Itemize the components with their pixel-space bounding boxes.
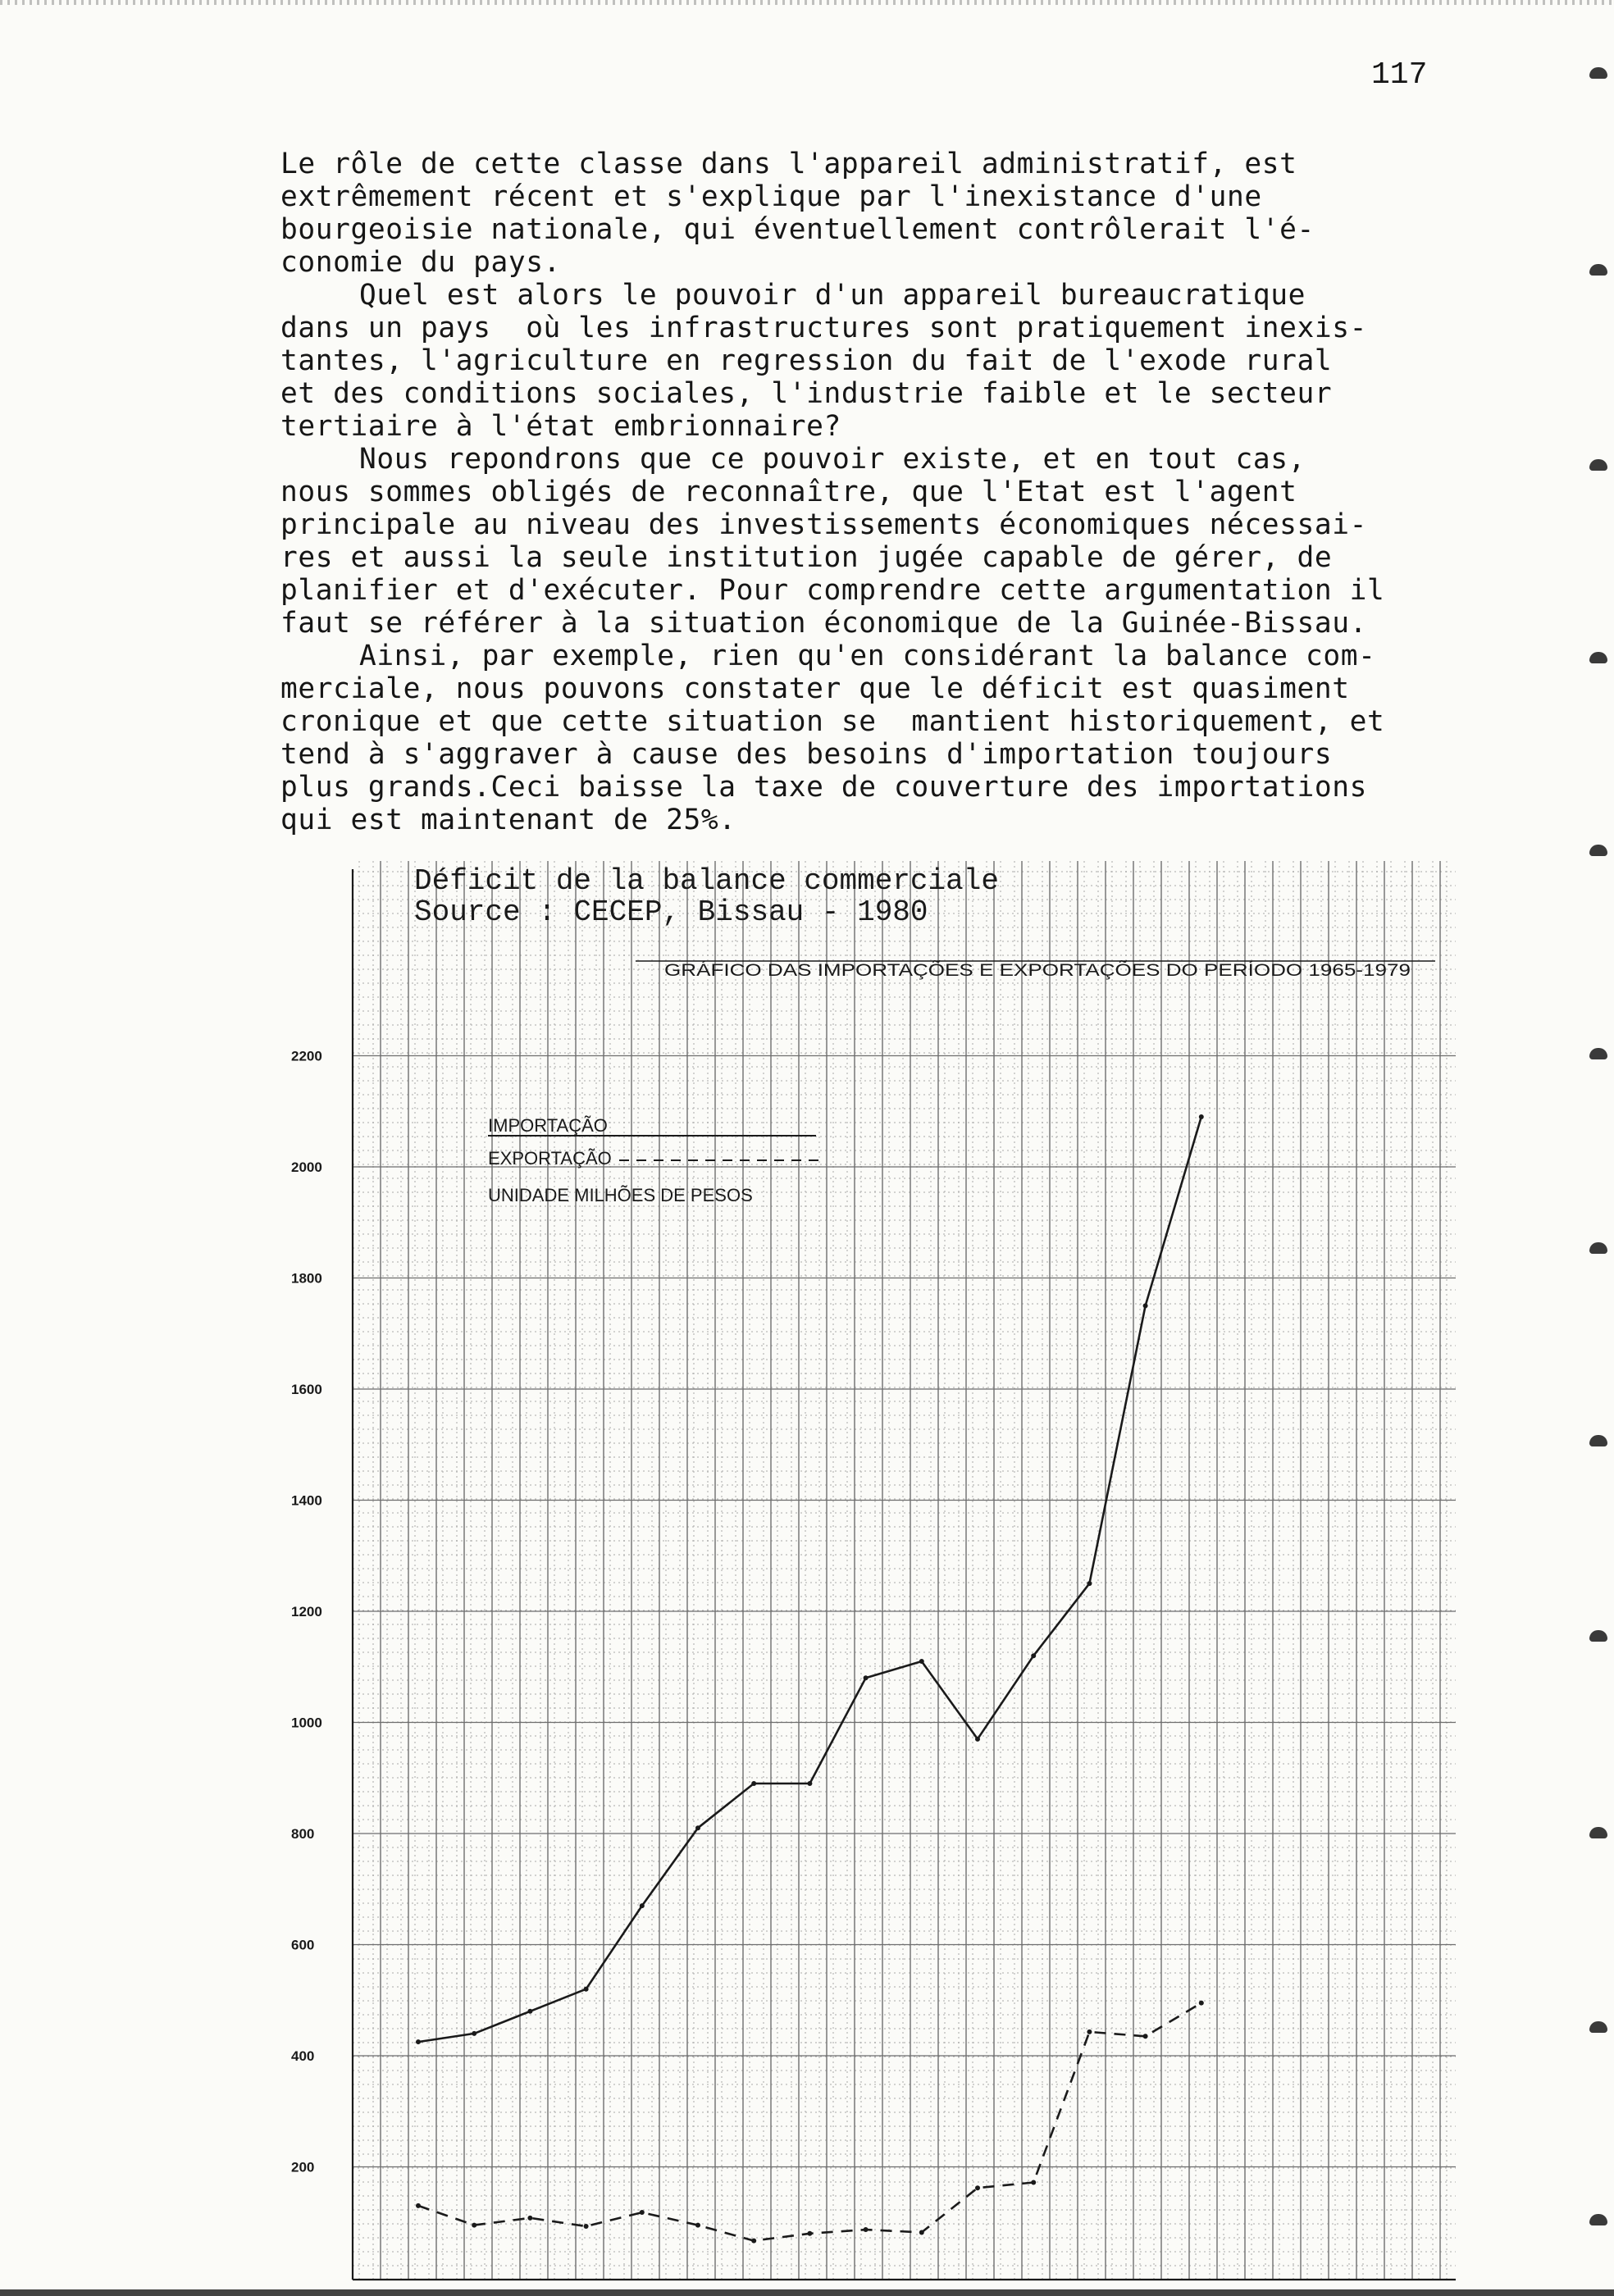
text-line: merciale, nous pouvons constater que le déficit est quasiment	[280, 672, 1350, 705]
binder-hole	[1589, 1435, 1607, 1446]
data-point-importacao	[807, 1781, 812, 1786]
y-tick-label: 400	[291, 2048, 315, 2064]
text-line: Quel est alors le pouvoir d'un appareil bureaucratique	[359, 279, 1306, 312]
chart-source: Source : CECEP, Bissau - 1980	[414, 895, 928, 929]
text-line: conomie du pays.	[280, 246, 561, 279]
binder-hole	[1589, 1048, 1607, 1059]
data-point-exportacao	[864, 2227, 869, 2232]
text-line: et des conditions sociales, l'industrie faible et le secteur	[280, 377, 1333, 410]
text-line: qui est maintenant de 25%.	[280, 804, 736, 836]
text-line: tend à s'aggraver à cause des besoins d'importation toujours	[280, 738, 1333, 771]
data-point-exportacao	[584, 2224, 589, 2229]
data-point-importacao	[864, 1675, 869, 1680]
data-point-exportacao	[472, 2223, 476, 2228]
binder-hole	[1589, 264, 1607, 276]
text-line: faut se référer à la situation économique de la Guinée-Bissau.	[280, 607, 1367, 640]
scan-edge-bottom	[0, 2289, 1614, 2296]
data-point-exportacao	[416, 2203, 421, 2208]
y-tick-label: 1000	[291, 1715, 322, 1731]
data-point-exportacao	[1031, 2180, 1036, 2184]
data-point-exportacao	[919, 2230, 924, 2234]
data-point-exportacao	[695, 2223, 700, 2228]
y-tick-label: 1600	[291, 1382, 322, 1397]
data-point-importacao	[640, 1903, 645, 1908]
binder-hole	[1589, 1630, 1607, 1642]
data-point-importacao	[1199, 1114, 1204, 1119]
data-point-importacao	[919, 1659, 924, 1664]
scan-edge-top	[0, 0, 1614, 5]
legend-unit-label: UNIDADE MILHÕES DE PESOS	[488, 1185, 753, 1205]
text-line: Ainsi, par exemple, rien qu'en considérant la balance com-	[359, 640, 1376, 672]
data-point-importacao	[975, 1737, 980, 1742]
data-point-exportacao	[640, 2210, 645, 2215]
data-point-importacao	[416, 2039, 421, 2044]
legend-import-label: IMPORTAÇÃO	[488, 1115, 608, 1136]
binder-hole	[1589, 2021, 1607, 2033]
data-point-exportacao	[1199, 2001, 1204, 2006]
y-tick-label: 600	[291, 1937, 315, 1953]
y-tick-label: 800	[291, 1826, 315, 1842]
body-text	[280, 148, 1560, 836]
data-point-exportacao	[1087, 2029, 1092, 2034]
y-tick-label: 200	[291, 2159, 315, 2175]
text-line: bourgeoisie nationale, qui éventuellement contrôlerait l'é-	[280, 213, 1315, 246]
data-point-importacao	[1087, 1581, 1092, 1586]
text-line: extrêmement récent et s'explique par l'inexistance d'une	[280, 180, 1262, 213]
text-line: res et aussi la seule institution jugée capable de gérer, de	[280, 541, 1333, 574]
text-line: tertiaire à l'état embrionnaire?	[280, 410, 841, 443]
data-point-importacao	[751, 1781, 756, 1786]
data-point-exportacao	[975, 2185, 980, 2190]
binder-hole	[1589, 652, 1607, 663]
text-line: Le rôle de cette classe dans l'appareil administratif, est	[280, 148, 1297, 180]
y-tick-label: 2200	[291, 1048, 322, 1064]
data-point-exportacao	[1143, 2034, 1148, 2039]
y-tick-label: 2000	[291, 1159, 322, 1175]
text-line: planifier et d'exécuter. Pour comprendre cette argumentation il	[280, 574, 1385, 607]
data-point-importacao	[527, 2009, 532, 2014]
text-line: Nous repondrons que ce pouvoir existe, et en tout cas,	[359, 443, 1306, 476]
data-point-exportacao	[751, 2239, 756, 2244]
text-line: nous sommes obligés de reconnaître, que l'Etat est l'agent	[280, 476, 1297, 508]
binder-hole	[1589, 459, 1607, 471]
page-number: 117	[1371, 57, 1428, 93]
text-line: cronique et que cette situation se mantient historiquement, et	[280, 705, 1385, 738]
binder-hole	[1589, 845, 1607, 856]
binder-hole	[1589, 1827, 1607, 1838]
legend-export-label: EXPORTAÇÃO	[488, 1148, 612, 1168]
text-line: principale au niveau des investissements économiques nécessai-	[280, 508, 1367, 541]
chart-title: Déficit de la balance commerciale	[414, 864, 999, 898]
data-point-importacao	[1143, 1303, 1148, 1308]
y-tick-label: 1400	[291, 1492, 322, 1509]
data-point-importacao	[472, 2031, 476, 2036]
data-point-exportacao	[807, 2231, 812, 2236]
data-point-importacao	[584, 1987, 589, 1992]
text-line: tantes, l'agriculture en regression du fait de l'exode rural	[280, 344, 1333, 377]
binder-hole	[1589, 67, 1607, 79]
binder-hole	[1589, 1242, 1607, 1254]
y-tick-label: 1800	[291, 1270, 322, 1287]
chart-subtitle: GRÁFICO DAS IMPORTAÇÕES E EXPORTAÇÕES DO PERÍODO 1965-1979	[664, 961, 1266, 980]
trade-balance-chart	[291, 853, 1472, 2288]
data-point-exportacao	[527, 2216, 532, 2221]
y-tick-label: 1200	[291, 1604, 322, 1620]
binder-hole	[1589, 2214, 1607, 2225]
text-line: dans un pays où les infrastructures sont pratiquement inexis-	[280, 312, 1367, 344]
text-line: plus grands.Ceci baisse la taxe de couverture des importations	[280, 771, 1367, 804]
data-point-importacao	[695, 1825, 700, 1830]
data-point-importacao	[1031, 1653, 1036, 1658]
